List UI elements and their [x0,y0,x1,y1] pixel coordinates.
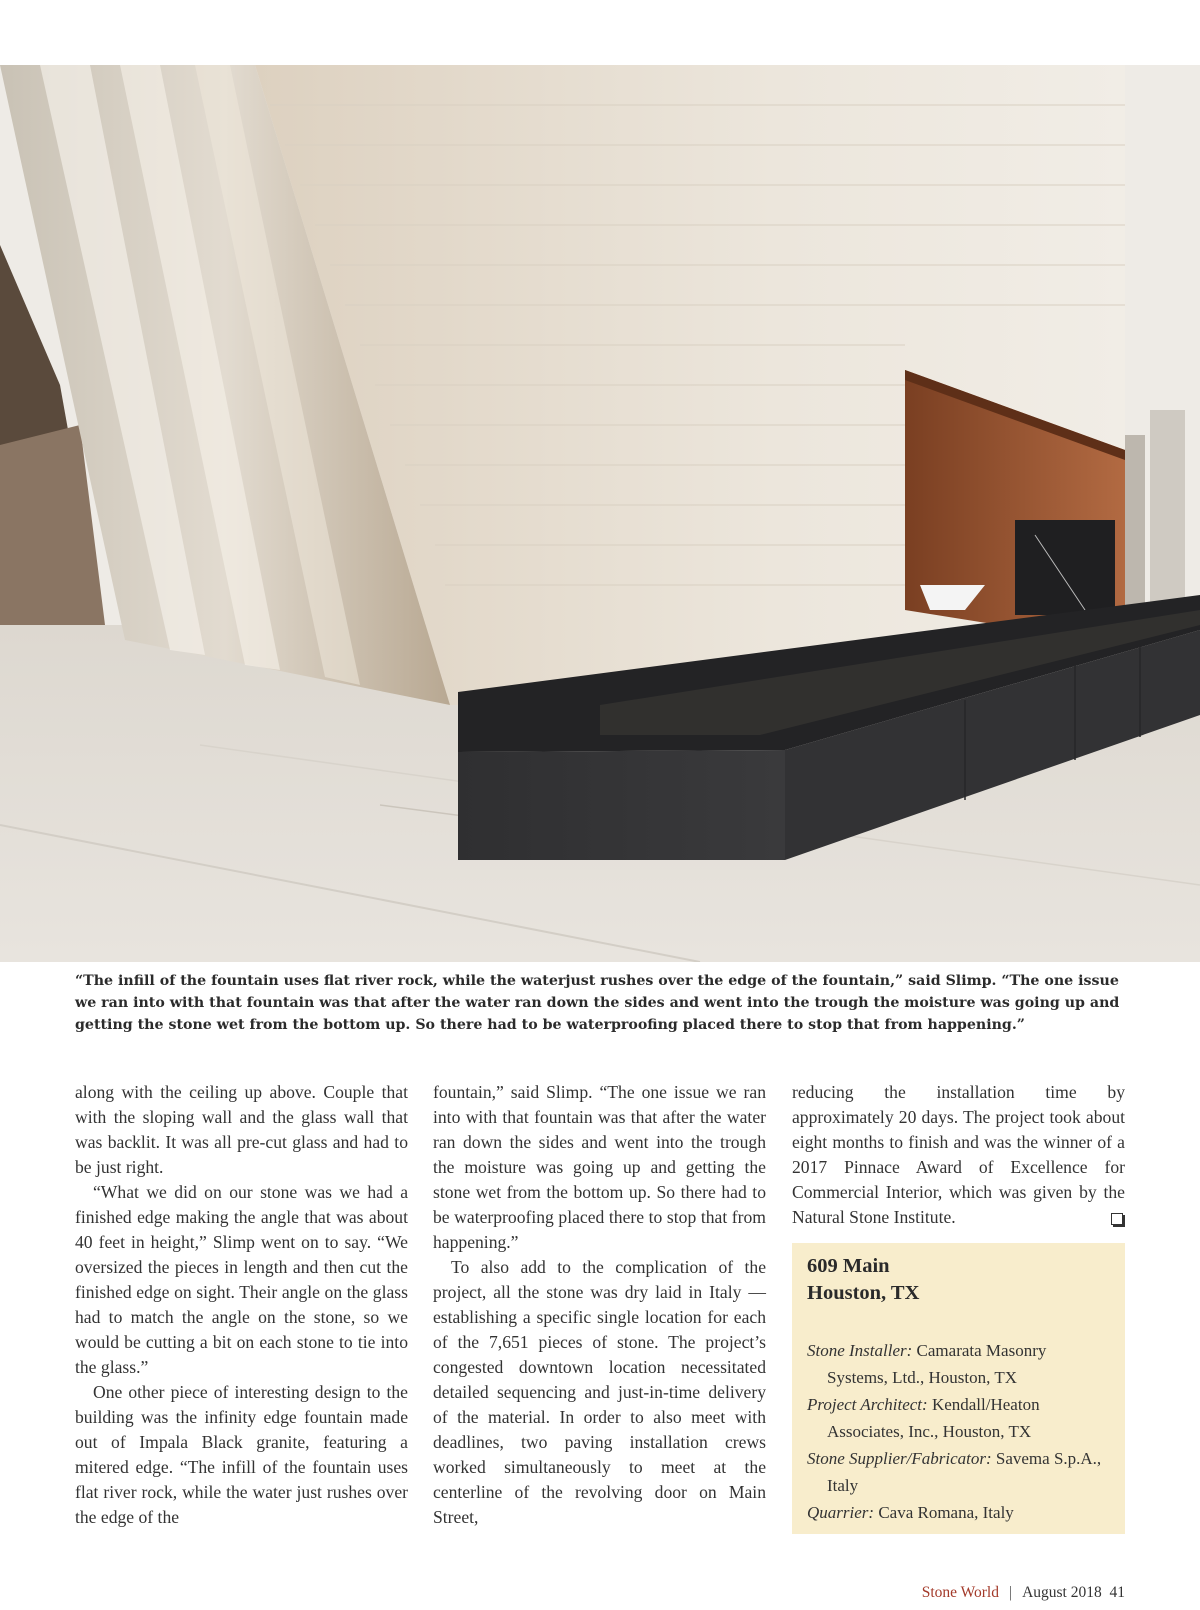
lobby-photo [0,65,1200,962]
footer-separator: | [1008,1584,1013,1601]
project-name: 609 Main [807,1255,890,1277]
credit-value: Cava Romana, Italy [874,1503,1014,1522]
page-number: 41 [1109,1584,1125,1601]
issue-date: August 2018 [1022,1584,1102,1601]
end-of-article-icon [1111,1213,1123,1225]
project-info-box [792,1243,1125,1534]
credit-role: Quarrier: [807,1503,875,1522]
publication-name: Stone World [921,1584,999,1601]
paragraph [792,1080,1125,1230]
credit-value: Kendall/Heaton Associates, Inc., Houston, TX [827,1395,1040,1441]
credit-stone-supplier [807,1445,1110,1499]
paragraph: fountain,” said Slimp. “The one issue we ran into with that fountain was that after the water ran down the sides and went into the trough the moisture was going up and getting the stone wet from the bottom up. So there had to be waterproofing placed there to stop that from happening.” [433,1082,766,1252]
paragraph: “What we did on our stone was we had a finished edge making the angle that was about 40 feet in height,” Slimp went on to say. “We oversized the pieces in length and then cut the finished edge on sight. Their angle on the glass had to match the angle on the stone, so we would be cutting a bit on each stone to tie into the glass.” [75,1182,408,1377]
credit-value: Camarata Masonry Systems, Ltd., Houston, TX [827,1341,1047,1387]
credit-project-architect [807,1391,1110,1445]
credit-quarrier [807,1499,1110,1526]
project-location: Houston, TX [807,1282,920,1304]
article-column-1 [75,1080,408,1530]
paragraph: One other piece of interesting design to the building was the infinity edge fountain made out of Impala Black granite, featuring a mitered edge. “The infill of the fountain uses flat river rock, while the water just rushes over the edge of the [75,1382,408,1527]
credit-role: Stone Supplier/Fabricator: [807,1449,992,1468]
credit-stone-installer [807,1337,1110,1391]
credit-role: Project Architect: [807,1395,928,1414]
project-title [807,1253,1110,1307]
paragraph: To also add to the complication of the project, all the stone was dry laid in Italy — establishing a specific single location for each of the 7,651 pieces of stone. The project’s congested downtown location necessitated detailed sequencing and just-in-time delivery of the material. In order to also meet with deadlines, two paving installation crews worked simultaneously to meet at the centerline of the revolving door on Main Street, [433,1257,766,1527]
article-column-2 [433,1080,766,1530]
photo-caption: “The infill of the fountain uses flat river rock, while the waterjust rushes over the edge of the fountain,” said Slimp. “The one issue we ran into with that fountain was that after the water ran down the sides and went into the trough the moisture was going up and getting the stone wet from the bottom up. So there had to be waterproofing placed there to stop that from happening.” [75,973,1120,1033]
credit-value: Savema S.p.A., Italy [827,1449,1102,1495]
lobby-photo-illustration [0,65,1200,962]
paragraph-text: reducing the installation time by approximately 20 days. The project took about eight months to finish and was the winner of a 2017 Pinnace Award of Excellence for Commercial Interior, which was given by the Natural Stone Institute. [792,1082,1125,1227]
article-column-3 [792,1080,1125,1230]
page-footer [922,1584,1125,1602]
paragraph: along with the ceiling up above. Couple that with the sloping wall and the glass wall that was backlit. It was all pre-cut glass and had to be just right. [75,1082,408,1177]
credit-role: Stone Installer: [807,1341,913,1360]
